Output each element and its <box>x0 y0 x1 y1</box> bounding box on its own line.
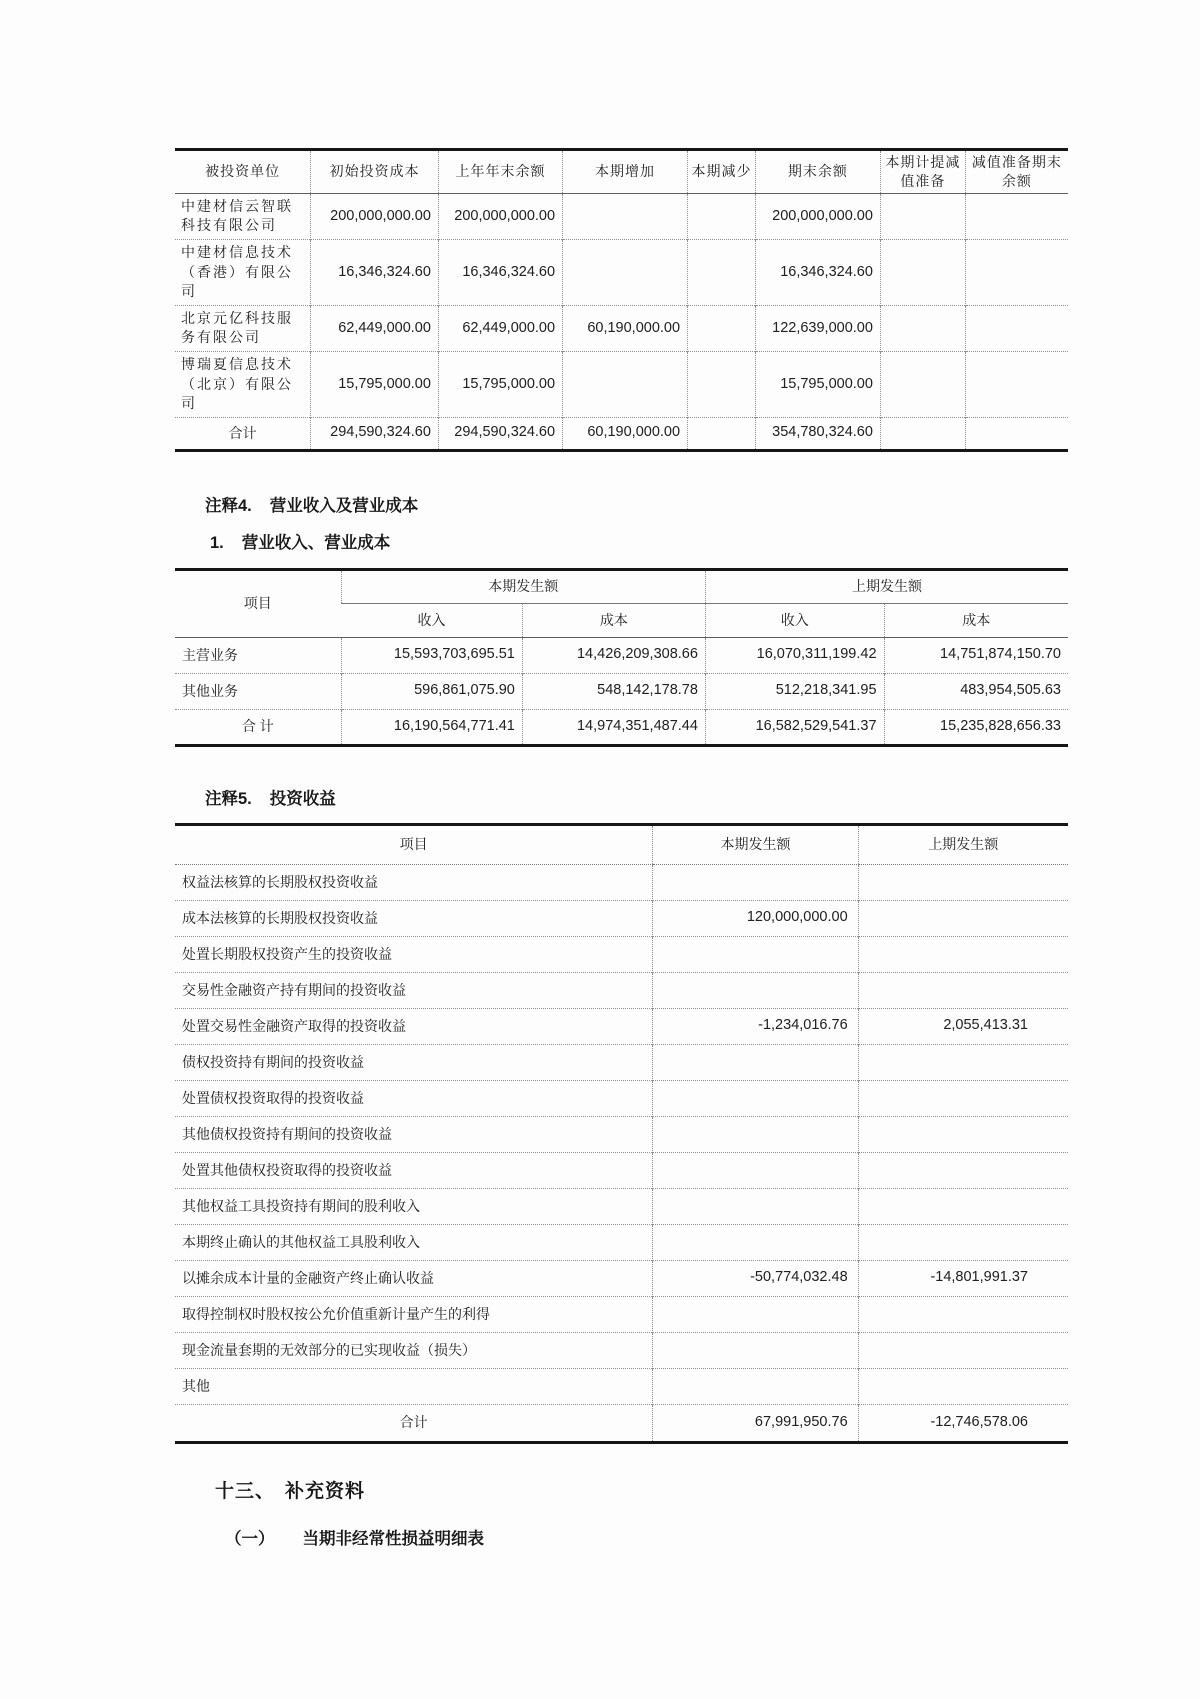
current-cost-value: 548,142,178.78 <box>522 673 705 709</box>
current-period-value <box>653 864 858 900</box>
table-row <box>175 673 1068 709</box>
current-period-total: 67,991,950.76 <box>653 1404 858 1442</box>
section13-sub-number: （一） <box>225 1529 275 1548</box>
column-header-current-income: 收入 <box>341 603 522 637</box>
column-header-increase: 本期增加 <box>563 150 688 194</box>
provision-total <box>880 417 965 450</box>
investment-table-header-row <box>175 150 1068 194</box>
section13-sub-title: 当期非经常性损益明细表 <box>302 1529 484 1548</box>
column-header-prior-income: 收入 <box>705 603 884 637</box>
decrease-value <box>688 239 756 305</box>
current-period-value: 120,000,000.00 <box>653 900 858 936</box>
income-item: 处置债权投资取得的投资收益 <box>175 1080 653 1116</box>
current-period-value <box>653 1044 858 1080</box>
total-label: 合计 <box>175 417 311 450</box>
current-cost-value: 14,426,209,308.66 <box>522 637 705 673</box>
note4-heading <box>205 492 1068 516</box>
provision-ending-total <box>965 417 1068 450</box>
business-item: 主营业务 <box>182 646 238 663</box>
note5-title: 投资收益 <box>269 789 336 808</box>
column-header-prior-cost: 成本 <box>884 603 1068 637</box>
provision-value <box>880 193 965 239</box>
current-period-value <box>653 1224 858 1260</box>
income-item: 现金流量套期的无效部分的已实现收益（损失） <box>175 1332 653 1368</box>
decrease-value <box>688 305 756 351</box>
table-row <box>175 1116 1068 1152</box>
provision-value <box>880 305 965 351</box>
income-item: 其他 <box>175 1368 653 1404</box>
income-item: 以摊余成本计量的金融资产终止确认收益 <box>175 1260 653 1296</box>
income-item: 成本法核算的长期股权投资收益 <box>175 900 653 936</box>
prior-period-value <box>858 1188 1068 1224</box>
column-header-investee: 被投资单位 <box>175 150 311 194</box>
prior-income-value: 16,070,311,199.42 <box>705 637 884 673</box>
table-row <box>175 1044 1068 1080</box>
table-row <box>175 305 1068 351</box>
prior-income-value: 512,218,341.95 <box>705 673 884 709</box>
prior-period-value <box>858 900 1068 936</box>
current-period-value <box>653 936 858 972</box>
revenue-cost-table <box>175 568 1068 747</box>
initial-cost-total: 294,590,324.60 <box>311 417 439 450</box>
current-period-value <box>653 1080 858 1116</box>
income-table-header-row <box>175 824 1068 864</box>
business-item: 其他业务 <box>175 673 341 709</box>
income-item: 交易性金融资产持有期间的投资收益 <box>175 972 653 1008</box>
total-label: 合 计 <box>175 709 341 745</box>
current-period-value <box>653 1116 858 1152</box>
investee-name: 中建材信息技术（香港）有限公司 <box>175 239 311 305</box>
table-row <box>175 1368 1068 1404</box>
prior-period-value: 2,055,413.31 <box>858 1008 1068 1044</box>
table-row <box>175 864 1068 900</box>
provision-value <box>880 239 965 305</box>
total-label: 合计 <box>175 1404 653 1442</box>
investee-name: 博瑞夏信息技术（北京）有限公司 <box>175 351 311 417</box>
prior-period-value: -14,801,991.37 <box>858 1260 1068 1296</box>
table-row <box>175 1332 1068 1368</box>
prior-period-value <box>858 936 1068 972</box>
table-row <box>175 351 1068 417</box>
increase-total: 60,190,000.00 <box>563 417 688 450</box>
prev-year-end-value: 16,346,324.60 <box>438 239 562 305</box>
table-row <box>175 936 1068 972</box>
table-row <box>175 1080 1068 1116</box>
document-content <box>175 0 1068 1549</box>
ending-balance-value: 200,000,000.00 <box>755 193 880 239</box>
note5-heading <box>205 785 1068 809</box>
section13-subheading <box>225 1525 1068 1549</box>
group-header-prior-period: 上期发生额 <box>705 569 1068 603</box>
initial-cost-value: 200,000,000.00 <box>311 193 439 239</box>
income-item: 其他债权投资持有期间的投资收益 <box>175 1116 653 1152</box>
ending-balance-value: 16,346,324.60 <box>755 239 880 305</box>
increase-value <box>563 193 688 239</box>
column-header-provision: 本期计提减值准备 <box>880 150 965 194</box>
increase-value <box>563 351 688 417</box>
section13-heading <box>215 1476 1068 1503</box>
provision-ending-value <box>965 193 1068 239</box>
current-period-value <box>653 1296 858 1332</box>
investment-table <box>175 148 1068 452</box>
provision-ending-value <box>965 305 1068 351</box>
prior-cost-value: 14,751,874,150.70 <box>884 637 1068 673</box>
table-row <box>175 900 1068 936</box>
prior-period-value <box>858 864 1068 900</box>
column-header-item: 项目 <box>175 824 653 864</box>
current-income-value: 15,593,703,695.51 <box>341 637 522 673</box>
prior-period-value <box>858 1296 1068 1332</box>
decrease-total <box>688 417 756 450</box>
table-row <box>175 1296 1068 1332</box>
current-period-value <box>653 1188 858 1224</box>
prior-period-total: -12,746,578.06 <box>858 1404 1068 1442</box>
column-header-decrease: 本期减少 <box>688 150 756 194</box>
note4-title: 营业收入及营业成本 <box>269 496 419 515</box>
income-item: 权益法核算的长期股权投资收益 <box>182 873 378 890</box>
income-item: 处置其他债权投资取得的投资收益 <box>175 1152 653 1188</box>
current-period-value: -50,774,032.48 <box>653 1260 858 1296</box>
current-income-value: 596,861,075.90 <box>341 673 522 709</box>
note4-sub-number: 1. <box>210 533 224 552</box>
table-row <box>175 239 1068 305</box>
initial-cost-value: 15,795,000.00 <box>311 351 439 417</box>
section13-number: 十三、 <box>215 1480 276 1502</box>
total-row <box>175 709 1068 745</box>
initial-cost-value: 62,449,000.00 <box>311 305 439 351</box>
table-row <box>175 1188 1068 1224</box>
initial-cost-value: 16,346,324.60 <box>311 239 439 305</box>
investee-name: 北京元亿科技服务有限公司 <box>175 305 311 351</box>
prior-cost-value: 483,954,505.63 <box>884 673 1068 709</box>
provision-ending-value <box>965 239 1068 305</box>
note4-subheading <box>210 529 1068 553</box>
table-row <box>175 972 1068 1008</box>
prev-year-end-value: 15,795,000.00 <box>438 351 562 417</box>
investee-name: 中建材信云智联科技有限公司 <box>181 197 293 234</box>
column-header-item: 项目 <box>175 569 341 637</box>
prior-period-value <box>858 1368 1068 1404</box>
prior-period-value <box>858 1152 1068 1188</box>
table-row <box>175 193 1068 239</box>
table-row <box>175 1224 1068 1260</box>
increase-value <box>563 239 688 305</box>
table-row <box>175 1152 1068 1188</box>
decrease-value <box>688 351 756 417</box>
total-row <box>175 1404 1068 1442</box>
increase-value: 60,190,000.00 <box>563 305 688 351</box>
prior-period-value <box>858 1080 1068 1116</box>
current-period-value <box>653 1368 858 1404</box>
column-header-ending-balance: 期末余额 <box>755 150 880 194</box>
ending-balance-total: 354,780,324.60 <box>755 417 880 450</box>
income-item: 处置交易性金融资产取得的投资收益 <box>175 1008 653 1044</box>
income-item: 其他权益工具投资持有期间的股利收入 <box>175 1188 653 1224</box>
current-income-total: 16,190,564,771.41 <box>341 709 522 745</box>
prev-year-end-total: 294,590,324.60 <box>438 417 562 450</box>
current-cost-total: 14,974,351,487.44 <box>522 709 705 745</box>
group-header-current-period: 本期发生额 <box>341 569 705 603</box>
prior-period-value <box>858 1332 1068 1368</box>
income-item: 处置长期股权投资产生的投资收益 <box>175 936 653 972</box>
current-period-value <box>653 1152 858 1188</box>
section13-title: 补充资料 <box>285 1480 366 1502</box>
column-header-prev-year-end: 上年年末余额 <box>438 150 562 194</box>
ending-balance-value: 15,795,000.00 <box>755 351 880 417</box>
provision-value <box>880 351 965 417</box>
column-header-prior-period: 上期发生额 <box>858 824 1068 864</box>
current-period-value <box>653 972 858 1008</box>
current-period-value <box>653 1332 858 1368</box>
current-period-value: -1,234,016.76 <box>653 1008 858 1044</box>
column-header-current-cost: 成本 <box>522 603 705 637</box>
prior-period-value <box>858 1044 1068 1080</box>
prior-cost-total: 15,235,828,656.33 <box>884 709 1068 745</box>
ending-balance-value: 122,639,000.00 <box>755 305 880 351</box>
table-row <box>175 1260 1068 1296</box>
prev-year-end-value: 200,000,000.00 <box>438 193 562 239</box>
prior-period-value <box>858 1224 1068 1260</box>
note4-sub-title: 营业收入、营业成本 <box>241 533 391 552</box>
column-header-initial-cost: 初始投资成本 <box>311 150 439 194</box>
provision-ending-value <box>965 351 1068 417</box>
note5-number: 注释5. <box>205 789 252 808</box>
table-row <box>175 1008 1068 1044</box>
prev-year-end-value: 62,449,000.00 <box>438 305 562 351</box>
total-row <box>175 417 1068 450</box>
income-item: 取得控制权时股权按公允价值重新计量产生的利得 <box>175 1296 653 1332</box>
prior-period-value <box>858 972 1068 1008</box>
prior-period-value <box>858 1116 1068 1152</box>
income-item: 本期终止确认的其他权益工具股利收入 <box>175 1224 653 1260</box>
decrease-value <box>688 193 756 239</box>
investment-income-table <box>175 823 1068 1444</box>
revenue-table-group-header-row <box>175 569 1068 603</box>
income-item: 债权投资持有期间的投资收益 <box>175 1044 653 1080</box>
column-header-provision-ending: 减值准备期末余额 <box>965 150 1068 194</box>
note4-number: 注释4. <box>205 496 252 515</box>
prior-income-total: 16,582,529,541.37 <box>705 709 884 745</box>
table-row <box>175 637 1068 673</box>
column-header-current-period: 本期发生额 <box>653 824 858 864</box>
